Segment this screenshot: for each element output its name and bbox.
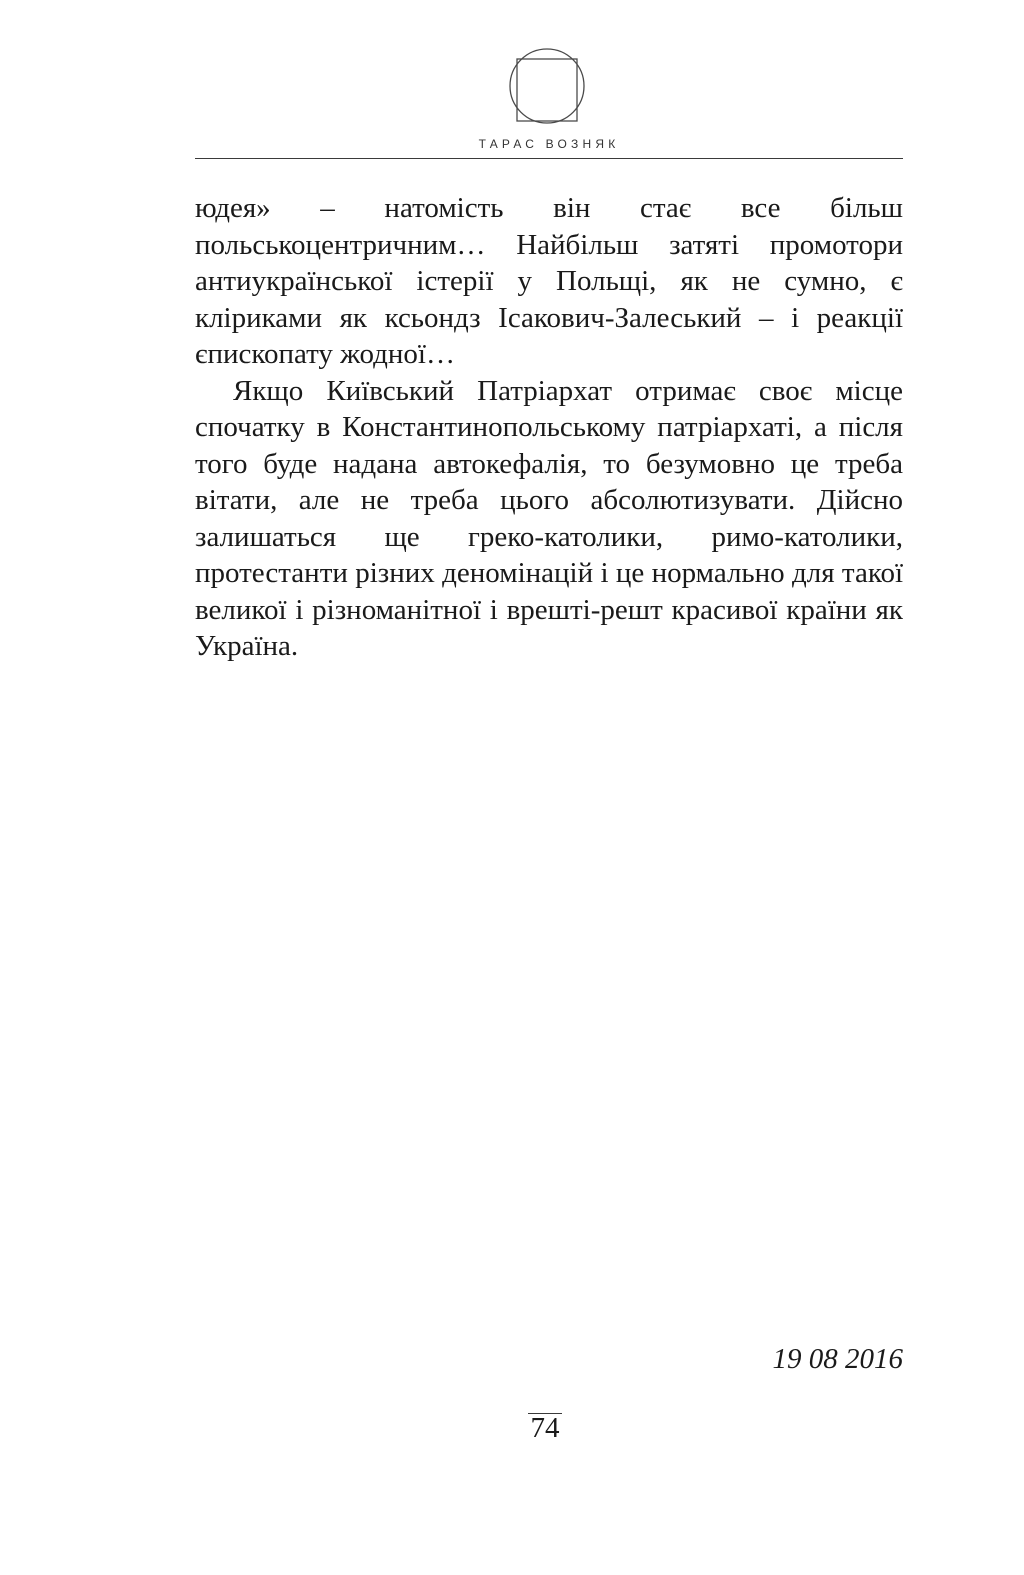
page-number: 74 xyxy=(530,1412,560,1444)
paragraph-2: Якщо Київський Патріархат отримає своє місце спочатку в Константинопольському патріархаті, а після того буде надана автокефалія, то безумовно це треба вітати, але не треба цього абсолютизувати. Дійсно залишаться ще греко-католики, римо-католики, протестанти різних деномінацій і це нормально для такої великої і різноманітної і врешті-решт красивої країни як Україна. xyxy=(195,374,903,662)
article-date: 19 08 2016 xyxy=(772,1343,903,1375)
header-emblem-logo xyxy=(508,47,586,125)
header-divider xyxy=(195,158,903,159)
running-head-author: ТАРАС ВОЗНЯК xyxy=(478,137,620,151)
body-text xyxy=(195,190,903,665)
paragraph-1: юдея» – натомість він стає все більш польськоцентричним… Найбільш затяті промотори антиукраїнської істерії у Польщі, як не сумно, є кліриками як ксьондз Ісакович-Залеський – і реакції єпископату жодної… xyxy=(195,192,903,370)
